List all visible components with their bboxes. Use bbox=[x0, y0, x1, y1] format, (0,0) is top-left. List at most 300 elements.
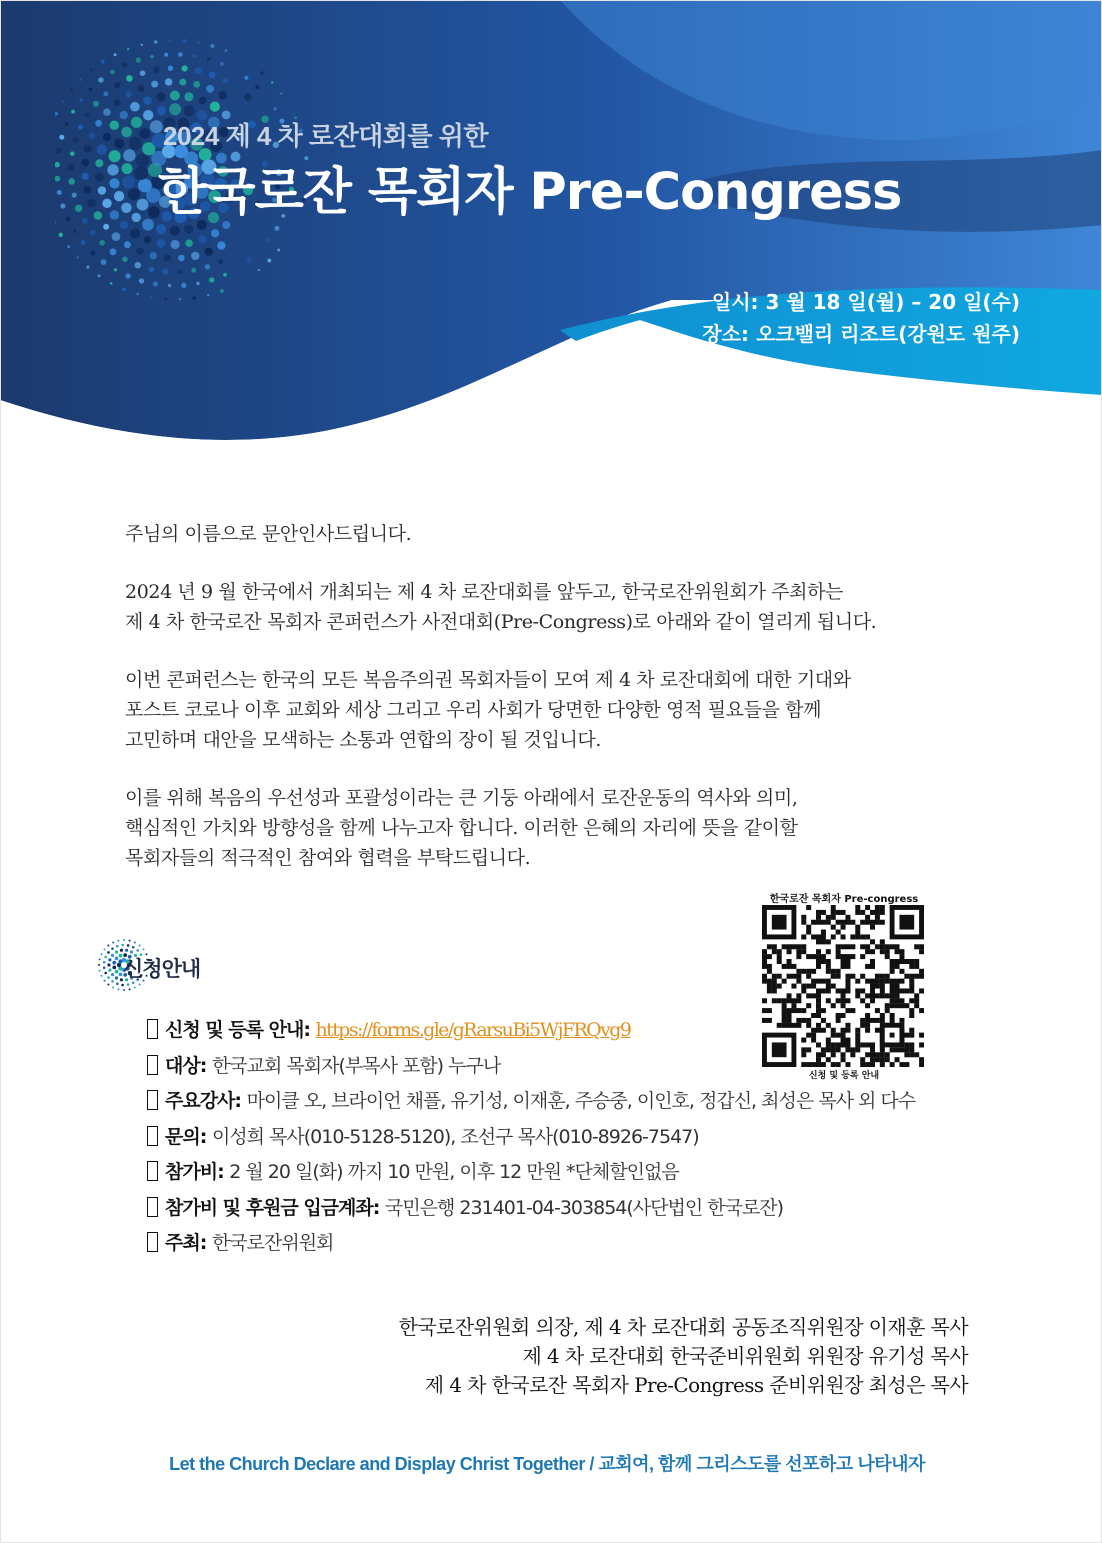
qr-module bbox=[831, 925, 836, 930]
sphere-dot bbox=[143, 96, 152, 105]
qr-module bbox=[875, 993, 880, 998]
qr-module bbox=[899, 998, 904, 1003]
qr-module bbox=[909, 1008, 914, 1013]
qr-module bbox=[914, 998, 919, 1003]
sphere-dot bbox=[111, 954, 114, 957]
sphere-dot bbox=[170, 226, 180, 236]
qr-module bbox=[875, 920, 880, 925]
sphere-dot bbox=[120, 111, 128, 119]
sphere-dot bbox=[157, 106, 166, 115]
qr-module bbox=[899, 954, 904, 959]
qr-module bbox=[816, 988, 821, 993]
sphere-dot bbox=[139, 128, 150, 139]
sphere-dot bbox=[115, 950, 118, 953]
qr-module bbox=[816, 915, 821, 920]
sphere-dot bbox=[116, 945, 119, 948]
qr-module bbox=[841, 944, 846, 949]
qr-module bbox=[865, 979, 870, 984]
letter-line: 포스트 코로나 이후 교회와 세상 그리고 우리 사회가 당면한 다양한 영적 필요들을 함께 bbox=[125, 699, 822, 721]
sphere-dot bbox=[122, 175, 135, 188]
qr-module bbox=[821, 920, 826, 925]
qr-module bbox=[841, 934, 846, 939]
qr-module bbox=[880, 984, 885, 989]
sphere-dot bbox=[191, 252, 199, 260]
sphere-dot bbox=[107, 984, 109, 986]
sphere-dot bbox=[209, 277, 214, 282]
qr-module bbox=[787, 993, 792, 998]
qr-module bbox=[796, 1008, 801, 1013]
sphere-dot bbox=[162, 268, 168, 274]
sphere-dot bbox=[138, 85, 145, 92]
sphere-dot bbox=[261, 71, 264, 74]
qr-module bbox=[875, 1008, 880, 1013]
sphere-dot bbox=[182, 65, 188, 71]
sphere-dot bbox=[104, 948, 106, 950]
qr-module bbox=[855, 910, 860, 915]
qr-module bbox=[865, 949, 870, 954]
sphere-dot bbox=[66, 217, 71, 222]
sphere-dot bbox=[77, 256, 79, 258]
qr-module bbox=[816, 939, 821, 944]
sphere-dot bbox=[125, 91, 131, 97]
sphere-dot bbox=[197, 42, 199, 44]
qr-module bbox=[890, 988, 895, 993]
sphere-dot bbox=[55, 176, 60, 182]
sphere-dot bbox=[104, 980, 106, 982]
sphere-dot bbox=[81, 159, 89, 167]
qr-module bbox=[816, 959, 821, 964]
qr-module bbox=[821, 954, 826, 959]
qr-module bbox=[855, 934, 860, 939]
qr-module bbox=[806, 984, 811, 989]
qr-module bbox=[855, 979, 860, 984]
sphere-dot bbox=[127, 48, 129, 50]
qr-module bbox=[762, 974, 767, 979]
sphere-dot bbox=[121, 984, 124, 987]
qr-module bbox=[870, 993, 875, 998]
qr-module bbox=[909, 984, 914, 989]
qr-module bbox=[895, 944, 900, 949]
qr-module bbox=[791, 1003, 796, 1008]
sphere-dot bbox=[178, 52, 183, 57]
qr-module bbox=[909, 974, 914, 979]
sphere-dot bbox=[168, 284, 172, 288]
qr-module bbox=[909, 959, 914, 964]
sphere-dot bbox=[191, 268, 196, 273]
event-title: 한국로잔 목회자 Pre-Congress bbox=[158, 163, 902, 222]
letter-line: 고민하며 대안을 모색하는 소통과 연합의 장이 될 것입니다. bbox=[125, 729, 602, 751]
info-item-fee: 참가비: 2 월 20 일(화) 까지 10 만원, 이후 12 만원 *단체할인없음 bbox=[147, 1156, 1007, 1192]
sphere-dot bbox=[169, 103, 181, 115]
qr-module bbox=[845, 1008, 850, 1013]
qr-module bbox=[772, 984, 777, 989]
qr-module bbox=[870, 984, 875, 989]
sphere-dot bbox=[134, 942, 136, 944]
sphere-dot bbox=[244, 94, 251, 101]
sphere-dot bbox=[218, 91, 227, 100]
qr-module bbox=[880, 974, 885, 979]
qr-module bbox=[777, 998, 782, 1003]
qr-module bbox=[831, 934, 836, 939]
sphere-dot bbox=[72, 137, 78, 143]
sphere-dot bbox=[127, 944, 130, 947]
qr-module bbox=[841, 920, 846, 925]
letter-line: 주님의 이름으로 문안인사드립니다. bbox=[125, 523, 412, 545]
qr-module bbox=[850, 1008, 855, 1013]
qr-module bbox=[880, 920, 885, 925]
sphere-dot bbox=[86, 266, 89, 269]
sphere-dot bbox=[101, 60, 105, 64]
qr-module bbox=[791, 998, 796, 1003]
qr-module bbox=[841, 964, 846, 969]
sphere-dot bbox=[114, 99, 121, 106]
qr-module bbox=[787, 944, 792, 949]
sphere-dot bbox=[117, 988, 119, 990]
qr-module bbox=[885, 979, 890, 984]
letter-line: 이를 위해 복음의 우선성과 포괄성이라는 큰 기둥 아래에서 로잔운동의 역사와 의미, bbox=[125, 787, 798, 809]
sphere-dot bbox=[125, 949, 128, 952]
qr-module bbox=[772, 949, 777, 954]
qr-module bbox=[850, 954, 855, 959]
registration-heading bbox=[96, 935, 236, 995]
qr-module bbox=[816, 993, 821, 998]
qr-module bbox=[870, 988, 875, 993]
qr-module bbox=[791, 1008, 796, 1013]
sphere-dot bbox=[110, 282, 113, 285]
sphere-dot bbox=[121, 203, 131, 213]
qr-module bbox=[811, 984, 816, 989]
qr-module bbox=[860, 910, 865, 915]
qr-module bbox=[880, 939, 885, 944]
qr-module bbox=[767, 984, 772, 989]
qr-module bbox=[821, 979, 826, 984]
sphere-dot bbox=[108, 969, 111, 972]
sphere-dot bbox=[80, 78, 82, 80]
info-item-target: 대상: 한국교회 목회자(부목사 포함) 누구나 bbox=[147, 1050, 1007, 1086]
sphere-dot bbox=[114, 191, 124, 201]
qr-module bbox=[890, 944, 895, 949]
qr-module bbox=[801, 1008, 806, 1013]
qr-module bbox=[890, 998, 895, 1003]
sphere-dot bbox=[122, 163, 133, 174]
qr-module bbox=[870, 925, 875, 930]
sphere-dot bbox=[181, 283, 186, 288]
qr-module bbox=[880, 993, 885, 998]
sphere-dot bbox=[271, 81, 273, 83]
sphere-dot bbox=[164, 254, 171, 261]
sphere-dot bbox=[107, 164, 118, 175]
sphere-dot bbox=[143, 948, 145, 950]
qr-module bbox=[801, 944, 806, 949]
sphere-dot bbox=[85, 113, 90, 118]
qr-module bbox=[870, 910, 875, 915]
sphere-dot bbox=[81, 240, 86, 245]
sphere-dot bbox=[121, 944, 124, 947]
qr-module bbox=[762, 959, 767, 964]
qr-module bbox=[801, 984, 806, 989]
qr-module bbox=[860, 920, 865, 925]
sphere-dot bbox=[95, 120, 102, 127]
qr-module bbox=[845, 964, 850, 969]
qr-module bbox=[895, 979, 900, 984]
letter-line: 제 4 차 한국로잔 목회자 콘퍼런스가 사전대회(Pre-Congress)로 아래와 같이 열리게 됩니다. bbox=[125, 611, 877, 633]
checkbox-square-icon bbox=[147, 1019, 158, 1039]
qr-module bbox=[801, 934, 806, 939]
sphere-dot bbox=[103, 108, 111, 116]
qr-module bbox=[816, 964, 821, 969]
event-date: 일시: 3 월 18 일(월) – 20 일(수) bbox=[711, 290, 1020, 314]
sphere-dot bbox=[115, 970, 119, 974]
sphere-dot bbox=[111, 947, 114, 950]
qr-module bbox=[899, 979, 904, 984]
qr-module bbox=[855, 988, 860, 993]
qr-module bbox=[801, 988, 806, 993]
sphere-dot bbox=[267, 239, 270, 242]
sphere-dot bbox=[98, 186, 107, 195]
sphere-dot bbox=[90, 251, 95, 256]
qr-module bbox=[836, 930, 841, 935]
qr-caption-bottom: 신청 및 등록 안내 bbox=[808, 1071, 880, 1081]
qr-module bbox=[782, 998, 787, 1003]
qr-module bbox=[836, 949, 841, 954]
info-item-account: 참가비 및 후원금 입금계좌: 국민은행 231401-04-303854(사단법인 한국로잔) bbox=[147, 1192, 1007, 1228]
sphere-dot bbox=[78, 125, 83, 130]
qr-module bbox=[801, 915, 806, 920]
qr-finder bbox=[899, 915, 914, 930]
sphere-dot bbox=[280, 92, 282, 94]
sphere-dot bbox=[139, 278, 144, 283]
sphere-dot bbox=[171, 240, 180, 249]
sphere-dot bbox=[153, 281, 158, 286]
qr-module bbox=[860, 998, 865, 1003]
qr-module bbox=[899, 1003, 904, 1008]
sphere-dot bbox=[150, 55, 154, 59]
qr-module bbox=[796, 979, 801, 984]
qr-module bbox=[801, 920, 806, 925]
qr-module bbox=[895, 998, 900, 1003]
qr-module bbox=[762, 954, 767, 959]
sphere-dot bbox=[80, 98, 83, 101]
footer-slogan: Let the Church Declare and Display Christ Together / 교회여, 함께 그리스도를 선포하고 나타내자 bbox=[169, 1454, 925, 1474]
sphere-dot bbox=[123, 939, 125, 941]
info-item-host: 주최: 한국로잔위원회 bbox=[147, 1227, 1007, 1263]
sphere-dot bbox=[129, 940, 131, 942]
qr-module bbox=[762, 998, 767, 1003]
qr-module bbox=[826, 915, 831, 920]
sphere-dot bbox=[55, 162, 60, 168]
sphere-dot bbox=[65, 122, 69, 126]
sphere-dot bbox=[274, 226, 279, 231]
qr-module bbox=[904, 1003, 909, 1008]
qr-module bbox=[855, 905, 860, 910]
qr-module bbox=[865, 964, 870, 969]
qr-module bbox=[777, 984, 782, 989]
sphere-dot bbox=[193, 296, 196, 299]
sphere-dot bbox=[120, 949, 123, 952]
qr-module bbox=[767, 1008, 772, 1013]
signature-line: 한국로잔위원회 의장, 제 4 차 로잔대회 공동조직위원장 이재훈 목사 bbox=[398, 1315, 968, 1339]
sphere-dot bbox=[67, 245, 70, 248]
qr-module bbox=[821, 930, 826, 935]
sphere-dot bbox=[168, 66, 173, 71]
sphere-dot bbox=[103, 133, 111, 141]
sphere-dot bbox=[99, 958, 101, 960]
qr-module bbox=[845, 984, 850, 989]
sphere-dot bbox=[139, 945, 141, 947]
qr-module bbox=[816, 979, 821, 984]
checkbox-square-icon bbox=[147, 1055, 158, 1075]
sphere-dot bbox=[129, 137, 142, 150]
qr-module bbox=[826, 949, 831, 954]
sphere-dot bbox=[70, 151, 75, 156]
qr-module bbox=[782, 944, 787, 949]
sphere-dot bbox=[222, 78, 228, 84]
qr-module bbox=[777, 954, 782, 959]
qr-module bbox=[841, 993, 846, 998]
qr-module bbox=[870, 959, 875, 964]
qr-module bbox=[762, 949, 767, 954]
qr-module bbox=[845, 944, 850, 949]
sphere-dot bbox=[277, 249, 280, 252]
qr-module bbox=[782, 1008, 787, 1013]
sphere-dot bbox=[121, 127, 132, 138]
sphere-dot bbox=[68, 164, 75, 171]
sphere-dot bbox=[207, 294, 209, 296]
qr-module bbox=[870, 964, 875, 969]
qr-module bbox=[865, 920, 870, 925]
qr-module bbox=[767, 964, 772, 969]
sphere-dot bbox=[193, 81, 200, 88]
qr-module bbox=[865, 905, 870, 910]
qr-module bbox=[836, 974, 841, 979]
sphere-dot bbox=[199, 97, 207, 105]
qr-module bbox=[890, 984, 895, 989]
qr-module bbox=[772, 988, 777, 993]
qr-module bbox=[831, 1003, 836, 1008]
sphere-dot bbox=[156, 224, 166, 234]
sphere-dot bbox=[267, 259, 271, 263]
sphere-dot bbox=[107, 951, 110, 954]
qr-module bbox=[791, 974, 796, 979]
sphere-dot bbox=[136, 247, 144, 255]
sphere-dot bbox=[68, 178, 75, 185]
sphere-dot bbox=[164, 53, 168, 57]
qr-module bbox=[826, 998, 831, 1003]
qr-module bbox=[919, 949, 924, 954]
qr-module bbox=[836, 969, 841, 974]
qr-module bbox=[836, 910, 841, 915]
qr-module bbox=[899, 959, 904, 964]
sphere-dot bbox=[156, 92, 165, 101]
qr-module bbox=[777, 949, 782, 954]
qr-module bbox=[919, 944, 924, 949]
qr-module bbox=[841, 998, 846, 1003]
sphere-dot bbox=[103, 961, 106, 964]
qr-module bbox=[816, 920, 821, 925]
qr-module bbox=[811, 954, 816, 959]
sphere-dot bbox=[128, 188, 140, 200]
sphere-dot bbox=[198, 235, 207, 244]
sphere-dot bbox=[56, 148, 62, 154]
qr-module bbox=[875, 905, 880, 910]
letter-body bbox=[125, 519, 1005, 901]
checkbox-square-icon bbox=[147, 1161, 158, 1181]
qr-module bbox=[890, 964, 895, 969]
qr-module bbox=[870, 949, 875, 954]
sphere-dot bbox=[136, 949, 139, 952]
sphere-dot bbox=[140, 71, 145, 76]
qr-module bbox=[791, 944, 796, 949]
sphere-dot bbox=[123, 989, 125, 991]
qr-module bbox=[845, 998, 850, 1003]
sphere-dot bbox=[139, 984, 141, 986]
qr-module bbox=[806, 930, 811, 935]
sphere-dot bbox=[150, 252, 157, 259]
qr-finder bbox=[772, 915, 787, 930]
event-place: 장소: 오크밸리 리조트(강원도 원주) bbox=[702, 322, 1020, 346]
qr-module bbox=[777, 959, 782, 964]
sphere-dot bbox=[89, 132, 95, 138]
sphere-dot bbox=[90, 69, 93, 72]
signature-line: 제 4 차 로잔대회 한국준비위원회 위원장 유기성 목사 bbox=[522, 1344, 968, 1368]
qr-module bbox=[890, 993, 895, 998]
sphere-dot bbox=[244, 76, 248, 80]
qr-module bbox=[782, 979, 787, 984]
qr-module bbox=[811, 934, 816, 939]
qr-module bbox=[796, 993, 801, 998]
sphere-dot bbox=[130, 102, 140, 112]
sphere-dot bbox=[209, 72, 216, 79]
qr-module bbox=[782, 964, 787, 969]
qr-module bbox=[870, 939, 875, 944]
qr-module bbox=[787, 998, 792, 1003]
qr-module bbox=[826, 920, 831, 925]
sphere-dot bbox=[114, 53, 117, 56]
qr-module bbox=[816, 910, 821, 915]
sphere-dot bbox=[223, 273, 227, 277]
qr-module bbox=[914, 944, 919, 949]
sphere-dot bbox=[184, 225, 193, 234]
sphere-dot bbox=[153, 66, 160, 73]
qr-module bbox=[885, 993, 890, 998]
sphere-dot bbox=[117, 940, 119, 942]
sphere-dot bbox=[154, 40, 158, 44]
qr-module bbox=[845, 954, 850, 959]
qr-module bbox=[821, 988, 826, 993]
qr-module bbox=[899, 988, 904, 993]
qr-module bbox=[767, 979, 772, 984]
sphere-dot bbox=[143, 110, 153, 120]
sphere-dot bbox=[60, 203, 65, 208]
sphere-dot bbox=[72, 193, 77, 198]
qr-module bbox=[787, 959, 792, 964]
sphere-dot bbox=[165, 298, 167, 300]
qr-module bbox=[855, 925, 860, 930]
sphere-dot bbox=[101, 259, 107, 265]
sphere-dot bbox=[196, 282, 199, 285]
registration-form-link[interactable]: https://forms.gle/gRarsuBi5WjFRQvg9 bbox=[315, 1019, 631, 1041]
sphere-dot bbox=[169, 39, 172, 42]
qr-module bbox=[767, 944, 772, 949]
qr-module bbox=[841, 959, 846, 964]
qr-module bbox=[816, 954, 821, 959]
sphere-dot bbox=[59, 233, 63, 237]
sphere-dot bbox=[274, 107, 277, 110]
sphere-dot bbox=[185, 239, 193, 247]
registration-info-list bbox=[147, 1014, 1007, 1263]
sphere-dot bbox=[184, 92, 193, 101]
qr-module bbox=[890, 959, 895, 964]
